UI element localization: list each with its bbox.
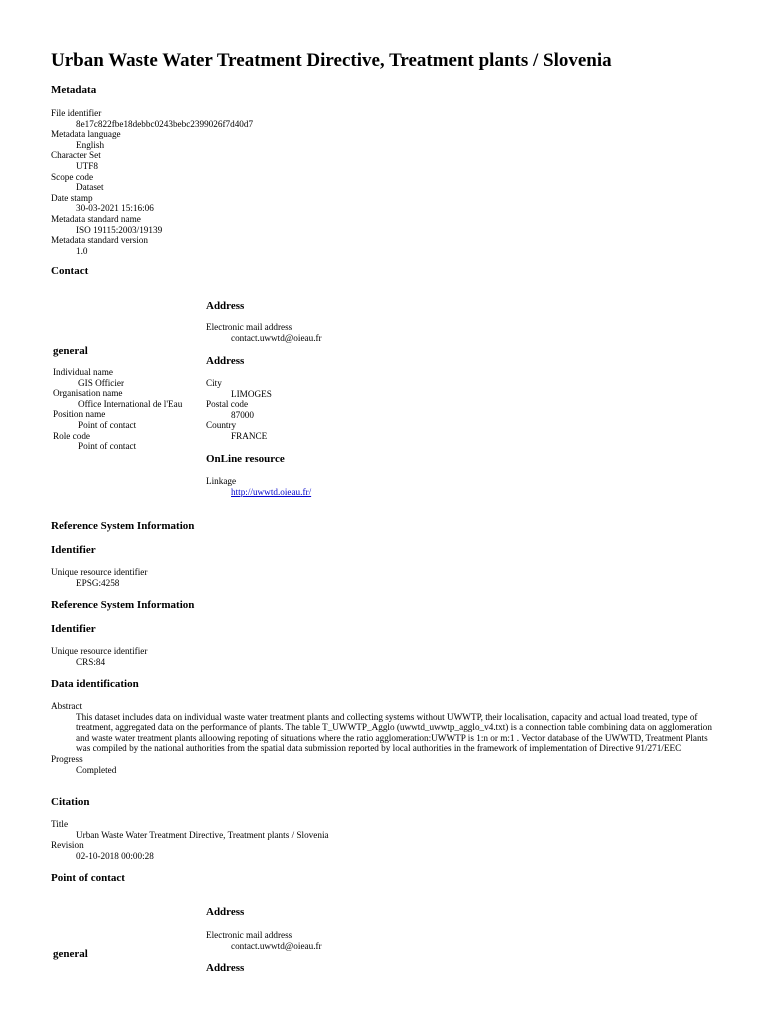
email-block: [206, 930, 322, 951]
contact-fields: [53, 367, 182, 452]
email-label: Electronic mail address: [206, 930, 293, 940]
field-label: City: [206, 378, 222, 388]
email-value: contact.uwwtd@oieau.fr: [231, 940, 322, 951]
field-label: Unique resource identifier: [51, 646, 148, 656]
field-value: Office International de l'Eau: [78, 398, 183, 409]
data-identification-heading: Data identification: [51, 678, 139, 690]
field-value: FRANCE: [231, 430, 268, 441]
field-label: Character Set: [51, 150, 101, 161]
field-value: English: [76, 139, 105, 150]
field-label: Metadata language: [51, 129, 121, 140]
abstract-label: Abstract: [51, 701, 83, 711]
linkage-link[interactable]: http://uwwtd.oieau.fr/: [231, 486, 312, 497]
address-heading: Address: [206, 906, 245, 918]
field-label: Title: [51, 819, 69, 829]
address-heading: Address: [206, 300, 245, 312]
field-label: Unique resource identifier: [51, 567, 148, 577]
address-heading: Address: [206, 355, 245, 367]
field-value: 1.0: [76, 245, 88, 256]
field-label: Individual name: [53, 367, 113, 377]
field-label: Metadata standard version: [51, 235, 148, 246]
metadata-heading: Metadata: [51, 84, 97, 96]
citation-fields: [51, 819, 329, 861]
linkage-label: Linkage: [206, 476, 237, 486]
field-value: GIS Officier: [78, 377, 125, 388]
field-value: 87000: [231, 409, 254, 420]
page-title: Urban Waste Water Treatment Directive, Treatment plants / Slovenia: [51, 50, 612, 71]
field-value: 02-10-2018 00:00:28: [76, 850, 154, 861]
metadata-fields: [51, 108, 253, 256]
field-value: LIMOGES: [231, 388, 272, 399]
field-label: Organisation name: [53, 388, 123, 399]
field-value: Urban Waste Water Treatment Directive, Treatment plants / Slovenia: [76, 829, 329, 840]
field-value: Point of contact: [78, 419, 137, 430]
field-label: Role code: [53, 430, 90, 441]
ref-system-heading: Reference System Information: [51, 520, 195, 532]
general-heading: general: [53, 948, 88, 960]
field-label: Position name: [53, 409, 106, 420]
ref-system-fields: [51, 567, 147, 588]
ref-system-heading: Reference System Information: [51, 599, 195, 611]
email-label: Electronic mail address: [206, 322, 293, 332]
general-heading: general: [53, 345, 88, 357]
field-value: Dataset: [76, 182, 104, 193]
progress-label: Progress: [51, 753, 83, 764]
linkage-block: [206, 476, 311, 497]
online-resource-heading: OnLine resource: [206, 453, 285, 465]
field-value: 30-03-2021 15:16:06: [76, 203, 154, 214]
field-value: UTF8: [76, 160, 98, 171]
contact-heading: Contact: [51, 265, 89, 277]
address-fields: [206, 378, 272, 442]
email-value: contact.uwwtd@oieau.fr: [231, 332, 322, 343]
progress-value: Completed: [76, 764, 117, 775]
abstract-value: This dataset includes data on individual waste water treatment plants and collecting systems without UWWTP, their localisation, capacity and actual load treated, type of treatment, aggregated data on the performance of plants. The table T_UWWTP_Agglo (uwwtd_uwwtp_agglo_v4.txt) is a connection table combining data on agglomeration and waste water treatment plants alloowing repoting of situations where the ratio agglomeration:UWWTP is 1:n or m:1 . Vector database of the UWWTD, Treatment Plants was compiled by the national authorities from the spatial data submission reported by local authorities in the framework of implementation of Directive 91/271/EEC: [76, 711, 712, 754]
field-label: Scope code: [51, 171, 94, 182]
email-block: [206, 322, 322, 343]
identifier-heading: Identifier: [51, 544, 96, 556]
field-label: Metadata standard name: [51, 213, 141, 224]
field-value: EPSG:4258: [76, 577, 120, 588]
field-label: Revision: [51, 840, 84, 851]
data-identification-fields: [51, 701, 716, 775]
field-label: Country: [206, 420, 237, 431]
field-value: 8e17c822fbe18debbc0243bebc2399026f7d40d7: [76, 118, 254, 129]
field-label: File identifier: [51, 108, 102, 118]
field-label: Date stamp: [51, 192, 93, 203]
citation-heading: Citation: [51, 796, 90, 808]
address-heading: Address: [206, 962, 245, 974]
point-of-contact-heading: Point of contact: [51, 872, 125, 884]
field-value: Point of contact: [78, 441, 137, 452]
field-label: Postal code: [206, 399, 249, 410]
field-value: CRS:84: [76, 656, 106, 667]
identifier-heading: Identifier: [51, 623, 96, 635]
ref-system-fields: [51, 646, 147, 667]
field-value: ISO 19115:2003/19139: [76, 224, 163, 235]
